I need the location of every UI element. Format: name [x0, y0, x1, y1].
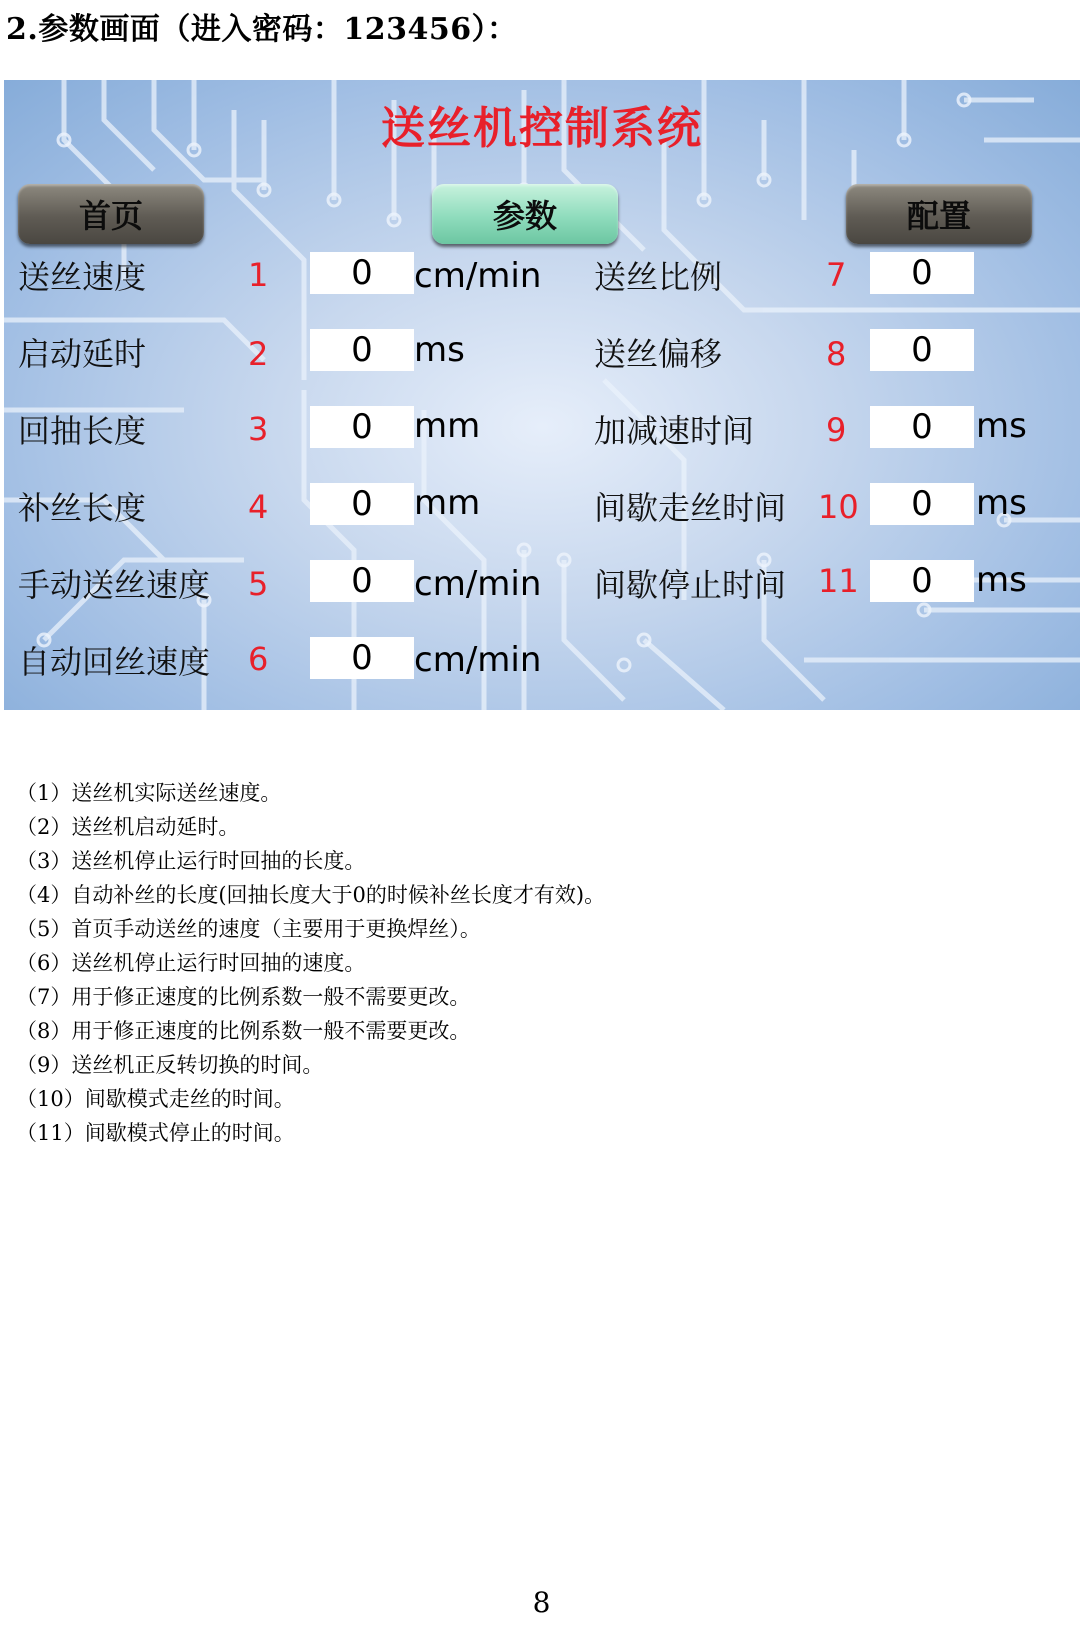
param-value-input[interactable]: 0 [870, 483, 974, 525]
param-unit: ms [976, 406, 1027, 446]
param-value-input[interactable]: 0 [870, 406, 974, 448]
param-number: 1 [248, 256, 269, 294]
param-number: 10 [818, 488, 859, 526]
param-value-input[interactable]: 0 [310, 329, 414, 371]
param-unit: ms [976, 560, 1027, 600]
param-value-input[interactable]: 0 [870, 252, 974, 294]
hmi-screen [4, 80, 1080, 710]
param-label: 加减速时间 [594, 412, 755, 450]
notes-list [16, 776, 605, 1150]
param-unit: cm/min [414, 256, 542, 296]
param-number: 5 [248, 565, 269, 603]
home-button-label: 首页 [78, 197, 143, 235]
param-label: 回抽长度 [18, 412, 147, 450]
param-number: 3 [248, 410, 269, 448]
note-item: （5）首页手动送丝的速度（主要用于更换焊丝）。 [16, 917, 481, 941]
param-number: 6 [248, 640, 269, 678]
param-unit: mm [414, 406, 481, 446]
param-label: 间歇走丝时间 [594, 489, 787, 527]
param-value-input[interactable]: 0 [310, 560, 414, 602]
params-button-label: 参数 [492, 197, 557, 235]
config-button-label: 配置 [906, 197, 971, 235]
note-item: （9）送丝机正反转切换的时间。 [16, 1053, 324, 1077]
param-value-input[interactable]: 0 [310, 406, 414, 448]
circuit-background [4, 80, 1080, 710]
param-label: 送丝比例 [594, 258, 723, 296]
note-item: （10）间歇模式走丝的时间。 [16, 1087, 295, 1111]
param-number: 2 [248, 335, 269, 373]
param-label: 启动延时 [18, 335, 147, 373]
note-item: （1）送丝机实际送丝速度。 [16, 781, 282, 805]
note-item: （11）间歇模式停止的时间。 [16, 1121, 295, 1145]
params-button[interactable] [432, 184, 618, 244]
param-label: 自动回丝速度 [18, 643, 211, 681]
note-item: （8）用于修正速度的比例系数一般不需要更改。 [16, 1019, 471, 1043]
param-unit: mm [414, 483, 481, 523]
hmi-title: 送丝机控制系统 [381, 103, 703, 154]
section-heading: 2.参数画面（进入密码：123456）： [6, 12, 518, 47]
config-button[interactable] [846, 184, 1032, 244]
param-unit: ms [414, 330, 465, 370]
param-value-input[interactable]: 0 [310, 483, 414, 525]
note-item: （2）送丝机启动延时。 [16, 815, 240, 839]
note-item: （7）用于修正速度的比例系数一般不需要更改。 [16, 985, 471, 1009]
param-label: 补丝长度 [18, 489, 147, 527]
param-label: 送丝偏移 [594, 335, 723, 373]
param-label: 送丝速度 [18, 258, 147, 296]
param-number: 8 [826, 335, 847, 373]
param-number: 4 [248, 488, 269, 526]
param-value-input[interactable]: 0 [870, 560, 974, 602]
param-unit: cm/min [414, 564, 542, 604]
param-label: 间歇停止时间 [594, 566, 787, 604]
param-number: 7 [826, 256, 847, 294]
note-item: （3）送丝机停止运行时回抽的长度。 [16, 849, 366, 873]
param-value-input[interactable]: 0 [310, 252, 414, 294]
home-button[interactable] [18, 184, 204, 244]
param-unit: cm/min [414, 640, 542, 680]
page-number: 8 [532, 1586, 551, 1619]
note-item: （6）送丝机停止运行时回抽的速度。 [16, 951, 366, 975]
param-value-input[interactable]: 0 [310, 637, 414, 679]
note-item: （4）自动补丝的长度(回抽长度大于0的时候补丝长度才有效)。 [16, 883, 606, 907]
param-number: 9 [826, 411, 847, 449]
param-number: 11 [818, 562, 859, 600]
param-value-input[interactable]: 0 [870, 329, 974, 371]
param-unit: ms [976, 483, 1027, 523]
param-label: 手动送丝速度 [18, 566, 211, 604]
